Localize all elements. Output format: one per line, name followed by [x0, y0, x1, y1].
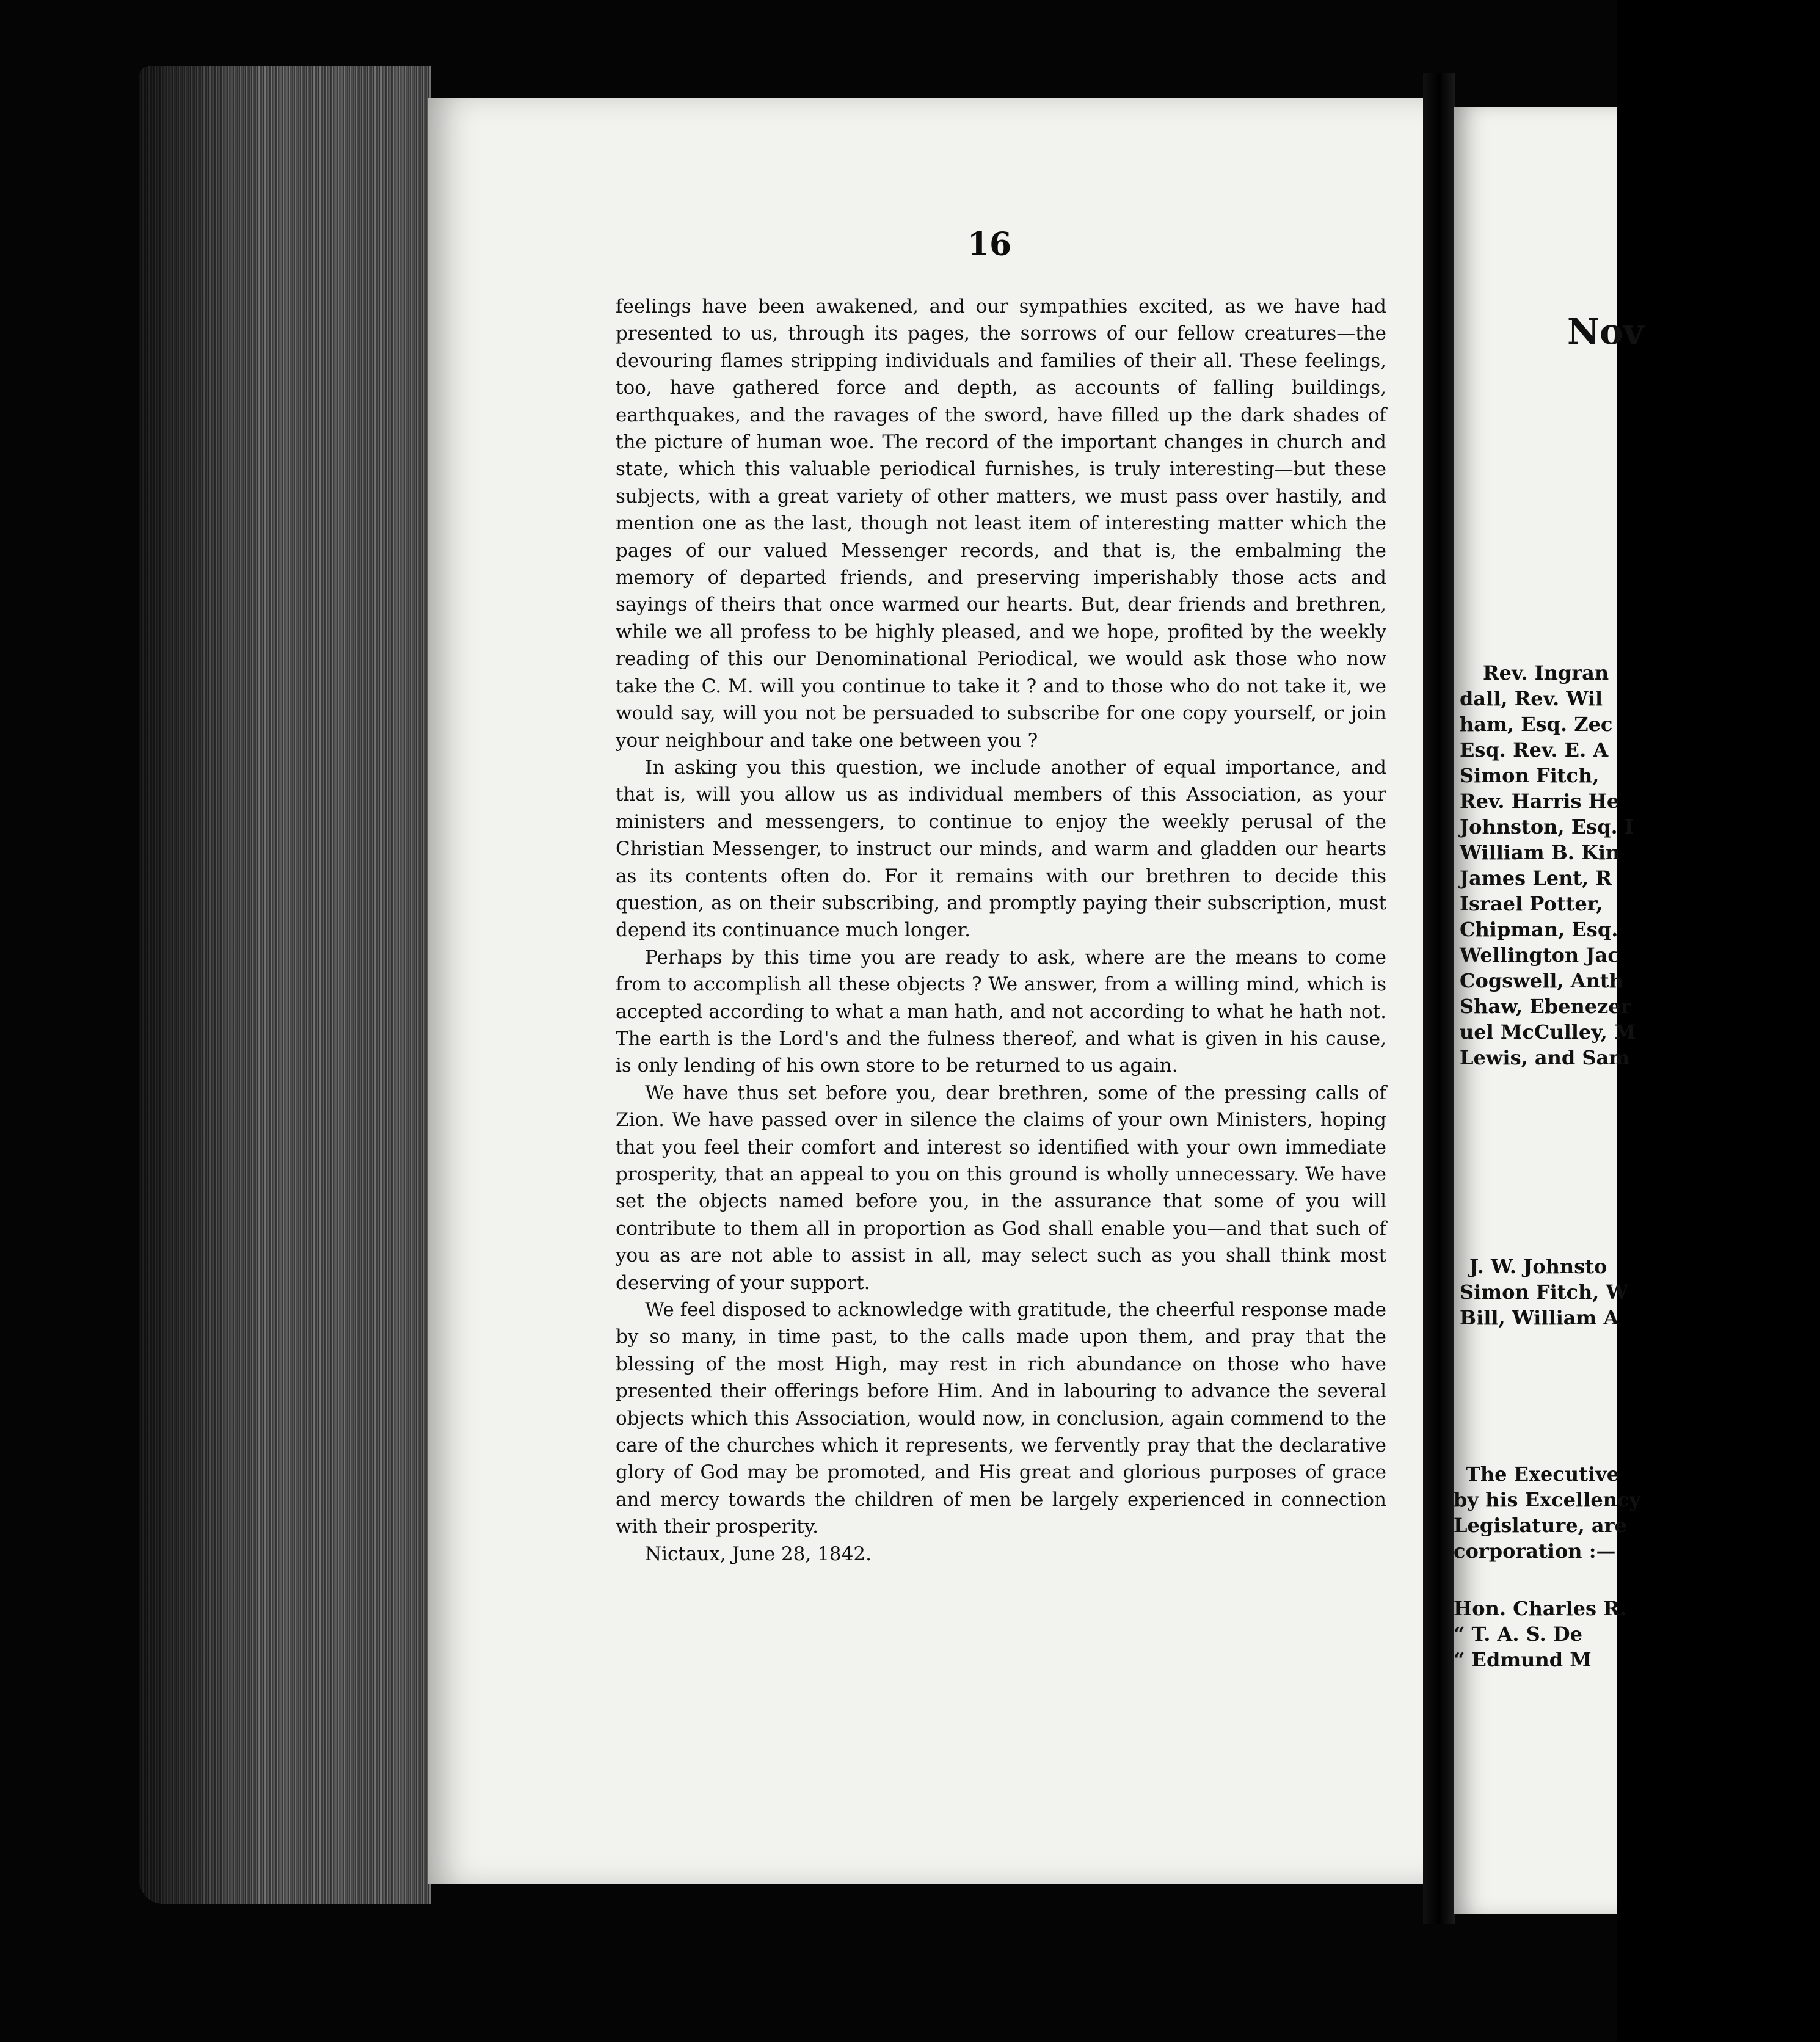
right-page-line: William B. Kin: [1460, 841, 1620, 864]
right-page-line: by his Excellency: [1454, 1488, 1641, 1511]
right-page-line: Simon Fitch,: [1460, 764, 1600, 787]
right-page-line: James Lent, R: [1460, 867, 1612, 890]
right-page-line: Johnston, Esq. I: [1460, 815, 1634, 838]
signature-line: Nictaux, June 28, 1842.: [645, 1542, 872, 1565]
paragraph: We feel disposed to acknowledge with gratitude, the cheerful response made by so many, in time past, to the calls made upon them, and pray that the blessing of the most High, may rest in rich abundance on those who have presented their offerings before Him. And in labouring to advance the several objects which this Association, would now, in conclusion, again commend to the care of the churches which it represents, we fervently pray that the declarative glory of God may be promoted, and His great and glorious purposes of grace and mercy towards the children of men be largely experienced in connection with their prosperity.: [616, 1299, 1386, 1538]
right-page-line: Cogswell, Anth: [1460, 969, 1623, 992]
right-page-line: The Executive: [1466, 1462, 1620, 1486]
right-page-line: “ T. A. S. De: [1454, 1622, 1582, 1646]
right-page-line: Lewis, and Sam: [1460, 1046, 1630, 1069]
page-number: 16: [967, 226, 1012, 263]
right-page-line: dall, Rev. Wil: [1460, 687, 1603, 710]
right-page-line: Rev. Harris He: [1460, 790, 1620, 813]
right-page-line: Rev. Ingran: [1483, 661, 1609, 685]
paragraph: We have thus set before you, dear brethren, some of the pressing calls of Zion. We have passed over in silence the claims of your own Ministers, hoping that you feel their comfort and interest so identified with your own immediate prosperity, that an appeal to you on this ground is wholly unnecessary. We have set the objects named before you, in the assurance that some of you will contribute to them all in proportion as God shall enable you—and that such of you as are not able to assist in all, may select such as you shall think most deserving of your support.: [616, 1081, 1386, 1294]
right-page-line: Esq. Rev. E. A: [1460, 738, 1609, 761]
right-page-line: Shaw, Ebenezer: [1460, 995, 1631, 1018]
right-page-line: Israel Potter,: [1460, 892, 1603, 915]
page-edges-shadow: [139, 66, 261, 1904]
right-page-line: uel McCulley, M: [1460, 1020, 1636, 1044]
right-page-line: Bill, William A: [1460, 1306, 1619, 1329]
paragraph: Perhaps by this time you are ready to ask, where are the means to come from to accomplish all these objects ? We answer, from a willing mind, which is accepted according to what a man hath, and not according to what he hath not. The earth is the Lord's and the fulness thereof, and what is given in his cause, is only lending of his own store to be returned to us again.: [616, 946, 1386, 1077]
book-gutter: [1423, 73, 1455, 1924]
right-page-line: Hon. Charles R.: [1454, 1597, 1626, 1620]
right-page-line: J. W. Johnsto: [1469, 1255, 1607, 1278]
right-page-line: Simon Fitch, W: [1460, 1281, 1628, 1304]
paragraph: In asking you this question, we include another of equal importance, and that is, will you allow us as individual members of this Association, as your ministers and messengers, to continue to enjoy the weekly perusal of the Christian Messenger, to instruct our minds, and warm and gladden our hearts as its contents often do. For it remains with our brethren to decide this question, as on their subscribing, and promptly paying their subscription, must depend its continuance much longer.: [616, 756, 1386, 942]
page-body-text: [616, 293, 1386, 1568]
right-page-line: ham, Esq. Zec: [1460, 713, 1613, 736]
right-page-line: corporation :—: [1454, 1539, 1616, 1563]
right-page-partial: [1454, 107, 1644, 1914]
right-page-line: Chipman, Esq.: [1460, 918, 1618, 941]
right-page-line: Legislature, are: [1454, 1514, 1627, 1537]
paragraph: feelings have been awakened, and our sympathies excited, as we have had presented to us, through its pages, the sorrows of our fellow creatures—the devouring flames stripping individuals and families of their all. These feelings, too, have gathered force and depth, as accounts of falling buildings, earthquakes, and the ravages of the sword, have filled up the dark shades of the picture of human woe. The record of the important changes in church and state, which this valuable periodical furnishes, is truly interesting—but these subjects, with a great variety of other matters, we must pass over hastily, and mention one as the last, though not least item of interesting matter which the pages of our valued Messenger records, and that is, the embalming the memory of departed friends, and preserving imperishably those acts and sayings of theirs that once warmed our hearts. But, dear friends and brethren, while we all profess to be highly pleased, and we hope, profited by the weekly reading of this our Denominational Periodical, we would ask those who now take the C. M. will you continue to take it ? and to those who do not take it, we would say, will you not be persuaded to subscribe for one copy yourself, or join your neighbour and take one between you ?: [616, 296, 1386, 752]
right-page-line: “ Edmund M: [1454, 1648, 1592, 1671]
right-page-heading: Nov: [1567, 311, 1644, 352]
right-page-line: Wellington Jac: [1460, 943, 1620, 967]
